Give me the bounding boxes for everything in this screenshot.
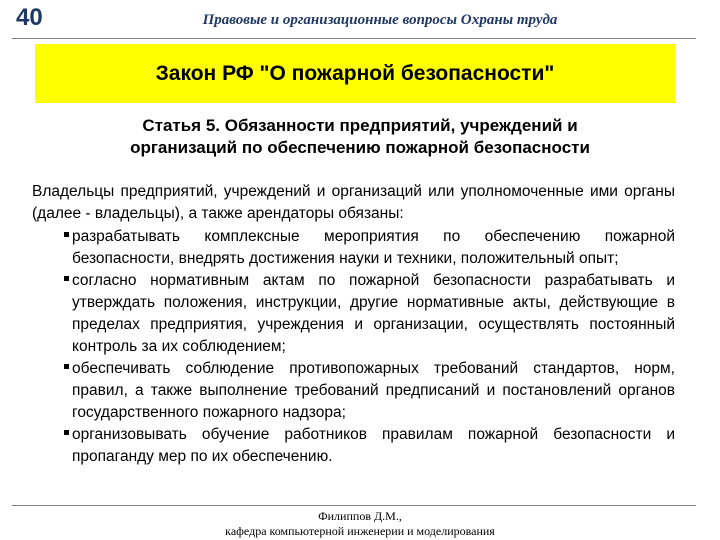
banner-title: Закон РФ "О пожарной безопасности" bbox=[155, 61, 555, 85]
title-banner bbox=[35, 44, 675, 103]
article-heading-line: Статья 5. Обязанности предприятий, учреждений и bbox=[142, 116, 578, 135]
bullet-icon bbox=[64, 364, 69, 369]
list-item-text: согласно нормативным актам по пожарной безопасности разрабатывать и утверждать положения, инструкции, другие нормативные акты, действующие в пределах предприятия, учреждения и организации, осуществлять постоянный контроль за их соблюдением; bbox=[72, 272, 675, 355]
list-item-text: обеспечивать соблюдение противопожарных требований стандартов, норм, правил, а также выполнение требований предписаний и постановлений органов государственного пожарного надзора; bbox=[72, 360, 675, 421]
list-item bbox=[72, 226, 675, 270]
slide-number: 40 bbox=[16, 4, 43, 31]
footer-author: Филиппов Д.М., bbox=[318, 509, 402, 523]
footer-divider bbox=[12, 505, 696, 506]
list-item bbox=[72, 358, 675, 424]
bullet-icon bbox=[64, 232, 69, 237]
article-heading bbox=[60, 115, 660, 159]
duties-list bbox=[72, 226, 675, 468]
page-header-title: Правовые и организационные вопросы Охраны труда bbox=[202, 12, 558, 28]
list-item bbox=[72, 270, 675, 358]
list-item-text: разрабатывать комплексные мероприятия по обеспечению пожарной безопасности, внедрять достижения науки и техники, положительный опыт; bbox=[72, 228, 675, 267]
bullet-icon bbox=[64, 276, 69, 281]
intro-paragraph: Владельцы предприятий, учреждений и организаций или уполномоченные ими органы (далее - владельцы), а также арендаторы обязаны: bbox=[32, 183, 675, 222]
list-item bbox=[72, 424, 675, 468]
footer-department: кафедра компьютерной инженерии и моделирования bbox=[225, 524, 495, 538]
list-item-text: организовывать обучение работников правилам пожарной безопасности и пропаганду мер по их обеспечению. bbox=[72, 426, 675, 465]
bullet-icon bbox=[64, 430, 69, 435]
header-divider bbox=[12, 38, 696, 39]
article-heading-line: организаций по обеспечению пожарной безопасности bbox=[130, 138, 590, 157]
